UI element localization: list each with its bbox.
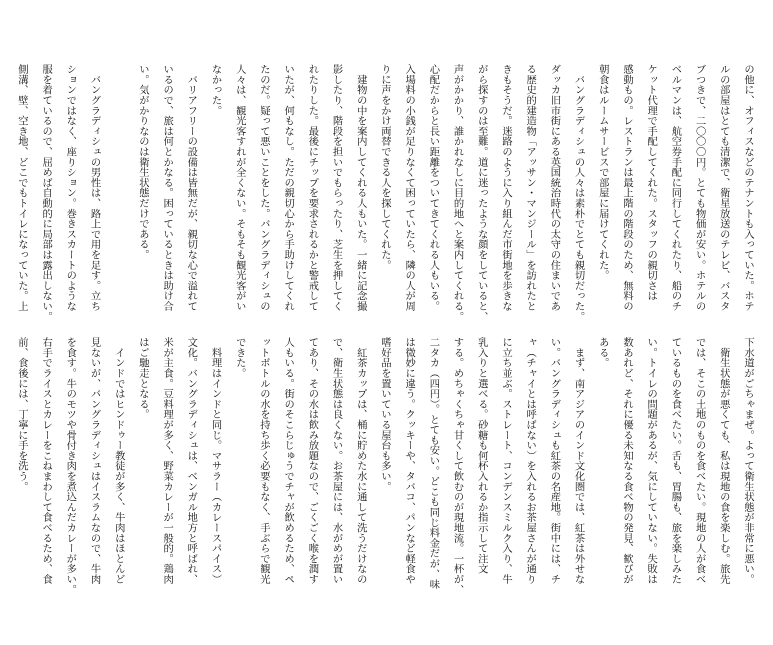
text-line: ているものを食べたい。舌も、胃腸も、旅を楽しみた (669, 337, 682, 585)
text-line: い。気がかりなのは衛生状態だけである。 (136, 64, 149, 260)
text-line: りに声をかけ両替できる人を探してくれた。 (378, 64, 391, 270)
text-line: いるので、旅は何とかなる。困っているときは助け合 (161, 64, 174, 312)
text-line: バングラディシュの男性は、路上で用を足す。立ち (88, 64, 101, 312)
text-line: の他に、オフィスなどのテナントも入っていた。ホテ (742, 64, 754, 312)
text-line: 見ないが、バングラディシュはイスラムなので、牛肉 (88, 337, 101, 585)
blank-line (107, 64, 131, 326)
text-line: インドではヒンドゥー教徒が多く、牛肉はほとんど (112, 337, 125, 585)
text-line: に立ち並ぶ。ストレート、コンデンスミルク入り、牛 (499, 337, 512, 585)
text-line: 人々は、観光客すれが全くない。そもそも観光客がい (233, 64, 246, 312)
text-line: ブつきで、二〇〇〇円。とても物価が安い。ホテルの (693, 64, 706, 312)
text-line: 嗜好品を置いている屋台も多い。 (378, 337, 391, 492)
text-line: 声がかかり、誰かれなしに目的地へと案内してくれる。 (451, 64, 464, 322)
text-line: 側溝、壁、空き地、どこでもトイレになっていた。上 (15, 64, 28, 312)
text-line: てあり、その水は飲み放題なので、ごくごく喉を潤す (306, 337, 319, 585)
text-line: 前、食後には、丁寧に手を洗う。 (15, 337, 28, 492)
text-line: 文化。バングラディシュは、ベンガル地方と呼ばれ、 (185, 337, 198, 585)
text-line: 衛生状態が悪くても、私は現地の食を楽しむ。旅先 (717, 337, 730, 585)
text-line: い。トイレの問題があるが、気にしていない。失敗は (645, 337, 658, 585)
text-line: 数あれど、それに優る未知なる食べ物の発見、歓びが (620, 337, 633, 585)
text-line: で、衛生状態は良くない。お茶屋には、水がめが置い (330, 337, 343, 585)
text-line: 服を着ているので、屈めば自動的に局部は露出しない。 (40, 64, 53, 322)
text-line: ャ（チャイとは呼ばない）を入れるお茶屋さんが通り (524, 337, 537, 585)
text-line: きもそうだ。迷路のように入り組んだ市街地を歩きな (499, 64, 512, 312)
text-line: る歴史的建造物「アッサン・マンジール」を訪れたと (524, 64, 537, 312)
text-line: れたりした。最後にチップを要求されるかと警戒して (306, 64, 319, 312)
text-line: ケット代理で手配してくれた。スタッフの親切さは (645, 64, 658, 301)
text-line: なかった。 (209, 64, 222, 116)
text-line: 朝食はルームサービスで部屋に届けてくれた。 (596, 64, 609, 281)
text-line: を食す。牛のモツや骨付き肉を煮込んだカレーが多い。 (64, 337, 77, 595)
text-line: は微妙に違う。クッキーや、タバコ、パンなど軽食や (403, 337, 416, 585)
text-line: ションではなく、座りション。巻きスカートのような (64, 64, 77, 312)
text-line: 入場料の小銭が足りなくて困っていたら、隣の人が周 (403, 64, 416, 312)
text-line: ルの部屋はとても清潔で、衛星放送のテレビ、バスタ (717, 64, 730, 312)
text-line: 心配だからと長い距離をついてきてくれる人もいる。 (427, 64, 440, 312)
text-line: 紅茶カップは、桶に貯めた水に通して洗うだけなの (354, 337, 367, 585)
text-line: い。バングラディシュも紅茶の名産地。街中には、チ (548, 337, 561, 585)
text-line: ットボトルの水を持ち歩く必要もなく、手ぶらで観光 (257, 337, 270, 585)
text-line: ベルマンは、航空券手配に同行してくれたり、船のチ (669, 64, 682, 312)
text-line: 建物の中を案内してくれる人もいた。一緒に記念撮 (354, 64, 367, 312)
text-line: 下水道がごちゃまぜ。よって衛生状態が非常に悪い。 (742, 337, 754, 585)
text-line: バリアフリーの設備は皆無だが、親切な心で溢れて (185, 64, 198, 312)
text-line: する。めちゃくちゃ甘くして飲むのが現地流。一杯が、 (451, 337, 464, 595)
text-line: では、そこの土地のものを食べたい。現地の人が食べ (693, 337, 706, 585)
text-line: できた。 (233, 337, 246, 379)
upper-text-tier (10, 64, 760, 326)
text-line: いたが、何もなし。ただの親切心から手助けしてくれ (282, 64, 295, 312)
text-line: 乳入りと選べる。砂糖も何杯入れるか指示して注文 (475, 337, 488, 574)
text-line: ある。 (596, 337, 609, 368)
text-line: 二タカ（四円）。とても安い。どこも同じ料金だが、味 (427, 337, 440, 590)
text-line: バングラディシュの人々は素朴でとても親切だった。 (572, 64, 585, 322)
text-line: 米が主食。豆料理が多く、野菜カレーが一般的。鶏肉 (161, 337, 174, 585)
text-line: ダッカ旧市街にある英国統治時代の太守の住まいであ (548, 64, 561, 312)
text-line: 右手でライスとカレーをこねまわして食べるため、食 (40, 337, 53, 585)
text-line: たのだ。疑って悪いことをした。バングラディシュの (257, 64, 270, 312)
text-line: まず、南アジアのインド文化圏では、紅茶は外せな (572, 337, 585, 585)
text-line: 料理はインドと同じ。マサラー（カレースパイス） (209, 337, 222, 585)
text-line: 感動もの。レストランは最上階の階段のため、無料の (620, 64, 633, 312)
text-line: 影したり、階段を担いでもらったり、芝生を押してく (330, 64, 343, 312)
text-line: はご馳走となる。 (136, 337, 149, 420)
text-line: 人もいる。街のそこらじゅうでチャが飲めるため、ペ (282, 337, 295, 585)
lower-text-tier (10, 337, 760, 599)
text-line: がら探すのは至難。道に迷ったような顔をしていると、 (475, 64, 488, 322)
